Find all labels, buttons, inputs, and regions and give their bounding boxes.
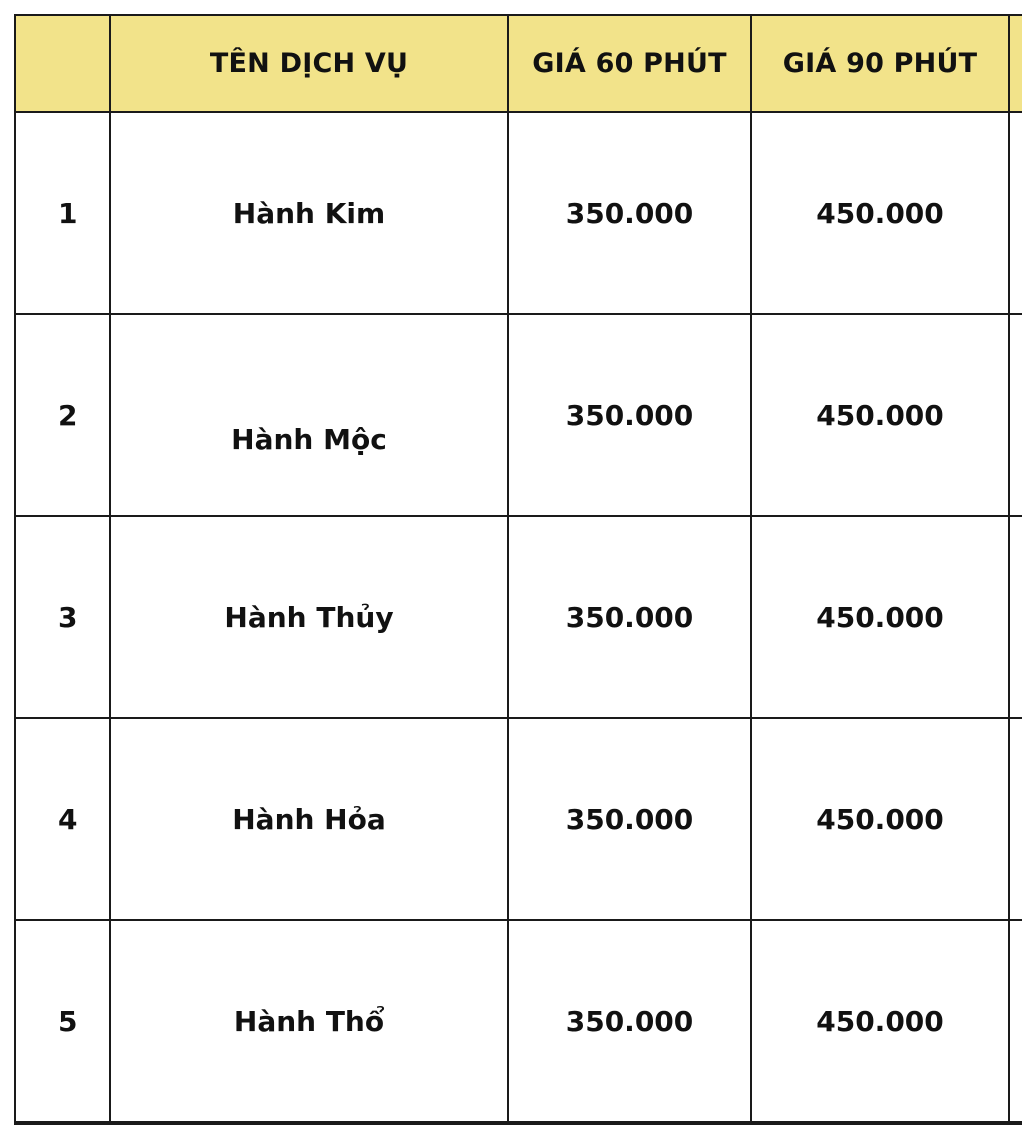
table-row — [15, 516, 1022, 718]
price-60: 350.000 — [508, 112, 751, 314]
header-row — [15, 15, 1022, 112]
header-no — [15, 15, 110, 112]
price-90: 450.000 — [751, 718, 1009, 920]
price-60: 350.000 — [508, 516, 751, 718]
row-number: 2 — [15, 314, 110, 516]
row-number: 5 — [15, 920, 110, 1123]
table-row — [15, 718, 1022, 920]
price-90: 450.000 — [751, 112, 1009, 314]
header-price-60: GIÁ 60 PHÚT — [508, 15, 751, 112]
extra-cell — [1009, 112, 1022, 314]
price-table — [14, 14, 1022, 1125]
row-number: 3 — [15, 516, 110, 718]
table-row — [15, 112, 1022, 314]
header-extra — [1009, 15, 1022, 112]
service-name: Hành Thổ — [110, 920, 508, 1123]
price-60: 350.000 — [508, 314, 751, 516]
price-60: 350.000 — [508, 920, 751, 1123]
header-price-90: GIÁ 90 PHÚT — [751, 15, 1009, 112]
price-90: 450.000 — [751, 314, 1009, 516]
header-service-name: TÊN DỊCH VỤ — [110, 15, 508, 112]
extra-cell — [1009, 920, 1022, 1123]
service-name: Hành Thủy — [110, 516, 508, 718]
extra-cell — [1009, 516, 1022, 718]
price-60: 350.000 — [508, 718, 751, 920]
row-number: 4 — [15, 718, 110, 920]
price-90: 450.000 — [751, 516, 1009, 718]
service-name: Hành Mộc — [231, 422, 387, 456]
service-name-cell — [110, 314, 508, 516]
table-row — [15, 920, 1022, 1123]
extra-cell — [1009, 718, 1022, 920]
row-number: 1 — [15, 112, 110, 314]
extra-cell — [1009, 314, 1022, 516]
price-90: 450.000 — [751, 920, 1009, 1123]
table-row — [15, 314, 1022, 516]
service-name: Hành Kim — [110, 112, 508, 314]
service-name: Hành Hỏa — [110, 718, 508, 920]
